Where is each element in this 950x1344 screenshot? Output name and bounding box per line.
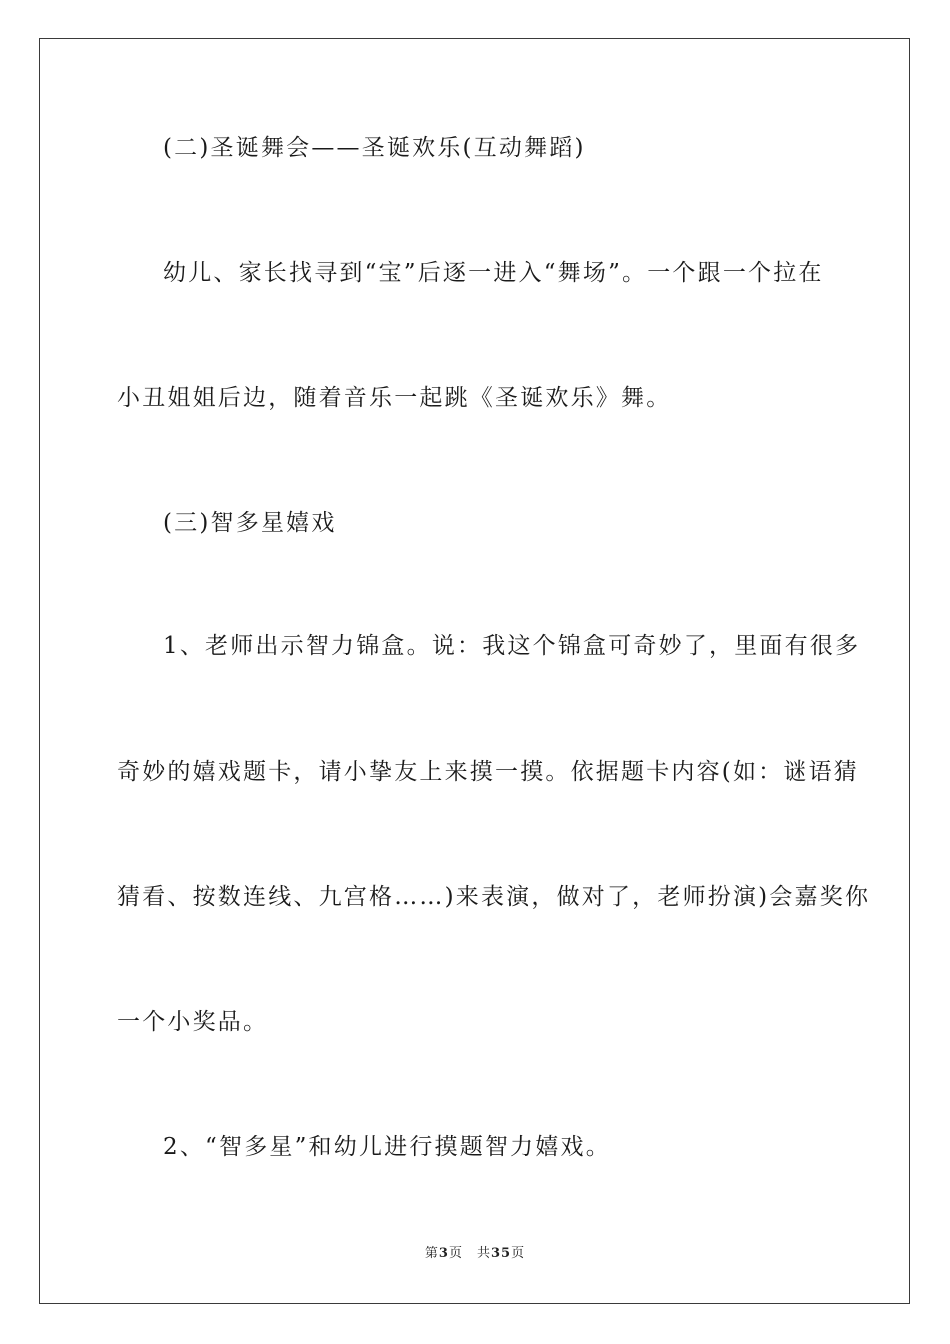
page-label-prefix: 第	[424, 1246, 439, 1261]
total-label-prefix: 共	[476, 1246, 491, 1261]
total-label-suffix: 页	[511, 1246, 526, 1261]
paragraph-line: 猜看、按数连线、九宫格……)来表演，做对了，老师扮演)会嘉奖你	[117, 884, 871, 910]
total-pages: 35	[490, 1246, 512, 1261]
page-label-suffix: 页	[448, 1246, 463, 1261]
paragraph-line: 一个小奖品。	[117, 1009, 269, 1035]
section-heading-christmas-dance: (二)圣诞舞会——圣诞欢乐(互动舞蹈)	[163, 135, 586, 161]
paragraph-line: 2、“智多星”和幼儿进行摸题智力嬉戏。	[163, 1134, 611, 1160]
paragraph-line: 奇妙的嬉戏题卡，请小挚友上来摸一摸。依据题卡内容(如：谜语猜	[117, 759, 859, 785]
paragraph-line: 幼儿、家长找寻到“宝”后逐一进入“舞场”。一个跟一个拉在	[163, 260, 824, 286]
page-footer	[0, 1245, 950, 1263]
paragraph-line: 小丑姐姐后边，随着音乐一起跳《圣诞欢乐》舞。	[117, 385, 672, 411]
page-border	[39, 38, 910, 1304]
section-heading-smart-star-game: (三)智多星嬉戏	[163, 510, 337, 536]
paragraph-line: 1、老师出示智力锦盒。说：我这个锦盒可奇妙了，里面有很多	[163, 633, 861, 659]
page-number: 3	[438, 1246, 449, 1261]
